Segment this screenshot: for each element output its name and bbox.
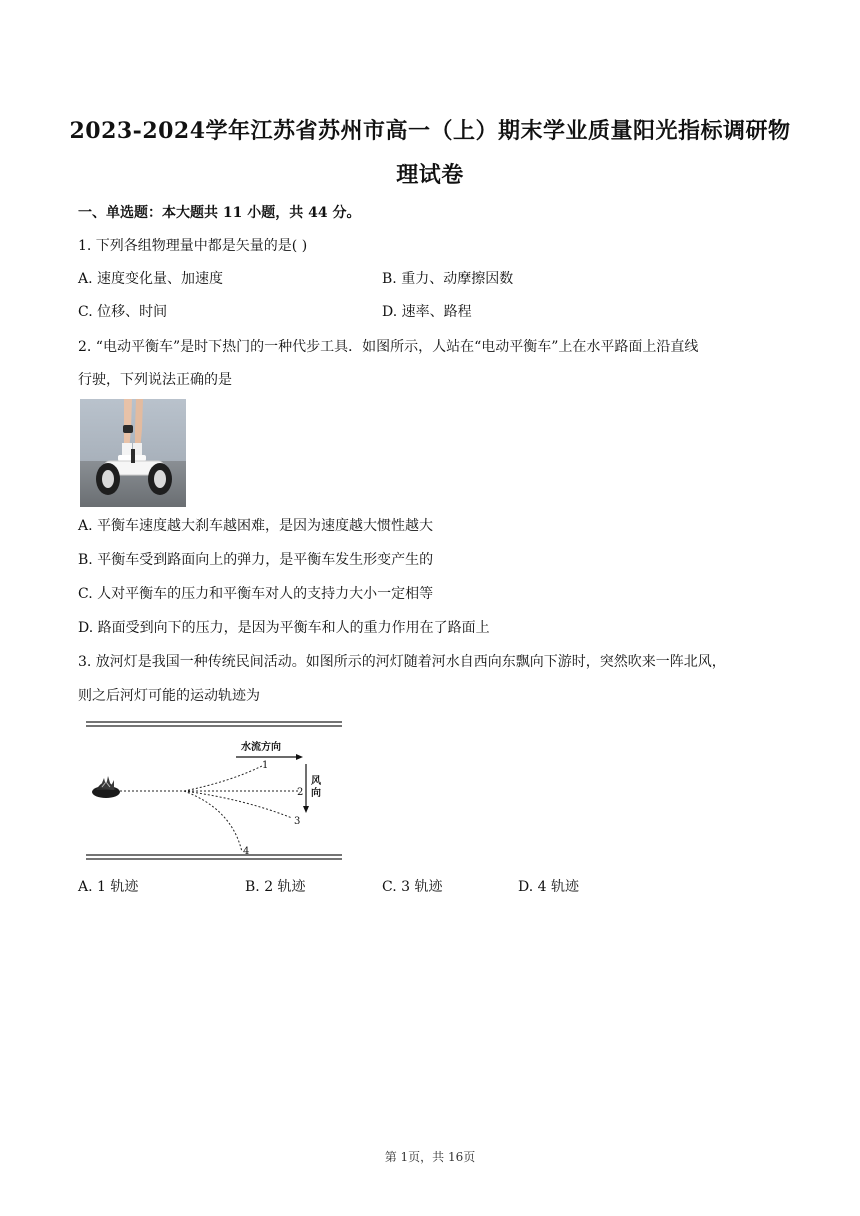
exam-title-line2: 理试卷 bbox=[396, 162, 464, 188]
trajectory-4 bbox=[184, 791, 242, 852]
trajectory-1 bbox=[184, 766, 262, 791]
trajectory-3 bbox=[184, 791, 292, 818]
section-heading: 一、单选题：本大题共 11 小题，共 44 分。 bbox=[78, 205, 361, 221]
question-1-option-b: B. 重力、动摩擦因数 bbox=[382, 271, 514, 287]
water-flow-label: 水流方向 bbox=[241, 742, 281, 753]
question-1-option-a: A. 速度变化量、加速度 bbox=[78, 271, 224, 287]
question-1-option-c: C. 位移、时间 bbox=[78, 304, 168, 320]
question-3-stem-line1: 3. 放河灯是我国一种传统民间活动。如图所示的河灯随着河水自西向东飘向下游时，突然吹来一阵北风， bbox=[78, 654, 726, 670]
question-1-stem: 1. 下列各组物理量中都是矢量的是( ) bbox=[78, 238, 308, 254]
question-2-option-b: B. 平衡车受到路面向上的弹力，是平衡车发生形变产生的 bbox=[78, 552, 434, 568]
page-footer: 第 1页，共 16页 bbox=[384, 1150, 476, 1164]
question-2-stem-line1: 2. “电动平衡车”是时下热门的一种代步工具．如图所示，人站在“电动平衡车”上在水平路面上沿直线 bbox=[78, 339, 699, 355]
question-3-option-a: A. 1 轨迹 bbox=[78, 879, 139, 895]
balance-scooter-photo bbox=[80, 399, 186, 507]
question-1-option-d: D. 速率、路程 bbox=[382, 304, 472, 320]
trajectory-2-label: 2 bbox=[297, 787, 304, 798]
river-lantern-icon bbox=[92, 776, 120, 798]
trajectory-3-label: 3 bbox=[294, 816, 301, 827]
question-3-option-d: D. 4 轨迹 bbox=[518, 879, 579, 895]
trajectory-1-label: 1 bbox=[262, 760, 269, 771]
question-3-option-c: C. 3 轨迹 bbox=[382, 879, 443, 895]
wind-label-part1: 风 bbox=[311, 776, 321, 787]
question-2-option-a: A. 平衡车速度越大刹车越困难，是因为速度越大惯性越大 bbox=[78, 518, 434, 534]
trajectory-4-label: 4 bbox=[243, 846, 250, 857]
question-2-stem-line2: 行驶，下列说法正确的是 bbox=[78, 372, 232, 388]
question-2-option-c: C. 人对平衡车的压力和平衡车对人的支持力大小一定相等 bbox=[78, 586, 434, 602]
question-2-option-d: D. 路面受到向下的压力，是因为平衡车和人的重力作用在了路面上 bbox=[78, 620, 490, 636]
river-lantern-diagram bbox=[84, 714, 346, 864]
wind-label-part2: 向 bbox=[311, 788, 321, 799]
exam-title-line1: 2023-2024学年江苏省苏州市高一（上）期末学业质量阳光指标调研物 bbox=[69, 118, 791, 144]
question-3-stem-line2: 则之后河灯可能的运动轨迹为 bbox=[78, 688, 260, 704]
question-3-option-b: B. 2 轨迹 bbox=[245, 879, 306, 895]
